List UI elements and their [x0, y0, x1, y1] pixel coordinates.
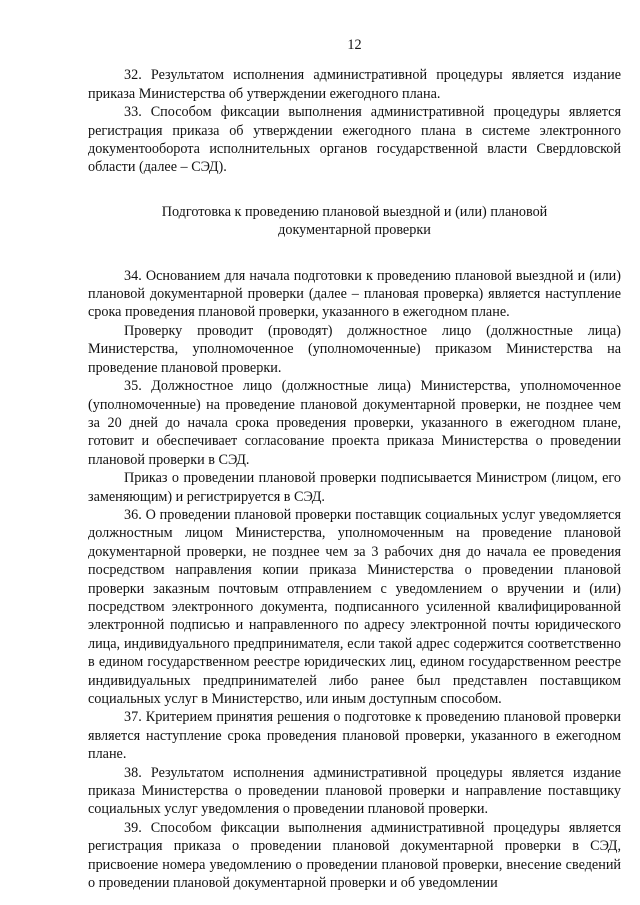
section-heading-line-2: документарной проверки [278, 222, 431, 239]
page-number: 12 [347, 37, 362, 53]
paragraph-36: 36. О проведении плановой проверки поставщик социальных услуг уведомляется должностным лицом Министерства, уполномоченным на проведение плановой документарной проверки, не позднее чем за 3 рабочих дня до начала ее проведения посредством направления копии приказа Министерства о проведении плановой проверки заказным почтовым отправлением с уведомлением о вручении и (или) посредством электронного документа, подписанного усиленной квалифицированной электронной подписью и направленного по адресу электронной почты юридического лица, индивидуального предпринимателя, если такой адрес содержится соответственно в едином государственном реестре юридических лиц, едином государственном реестре индивидуальных предпринимателей либо ранее был представлен поставщиком социальных услуг в Министерство, или иным доступным способом. [88, 506, 621, 707]
section-heading-line-1: Подготовка к проведению плановой выездной и (или) плановой [161, 203, 548, 220]
section-heading [108, 203, 601, 240]
paragraph-32: 32. Результатом исполнения административной процедуры является издание приказа Министерства об утверждении ежегодного плана. [88, 67, 621, 102]
paragraph-35: 35. Должностное лицо (должностные лица) Министерства, уполномоченное (уполномоченные) на проведение плановой документарной проверки, не позднее чем за 20 дней до начала срока проведения проверки, указанного в ежегодном плане, готовит и обеспечивает согласование проекта приказа Министерства о проведении плановой проверки в СЭД. [88, 378, 621, 468]
document-page [88, 36, 621, 892]
paragraph-35-order-signing: Приказ о проведении плановой проверки подписывается Министром (лицом, его заменяющим) и регистрируется в СЭД. [88, 470, 621, 505]
paragraph-34: 34. Основанием для начала подготовки к проведению плановой выездной и (или) плановой документарной проверки (далее – плановая проверка) является наступление срока проведения плановой проверки, указанного в ежегодном плане. [88, 267, 621, 321]
paragraph-33: 33. Способом фиксации выполнения административной процедуры является регистрация приказа об утверждении ежегодного плана в системе электронного документооборота исполнительных органов государственной власти Свердловской области (далее – СЭД). [88, 104, 621, 176]
paragraph-34-inspectors: Проверку проводит (проводят) должностное лицо (должностные лица) Министерства, уполномоченное (уполномоченные) приказом Министерства на проведение плановой проверки. [88, 322, 621, 376]
paragraph-37: 37. Критерием принятия решения о подготовке к проведению плановой проверки является наступление срока проведения плановой проверки, указанного в ежегодном плане. [88, 709, 621, 763]
paragraph-39: 39. Способом фиксации выполнения административной процедуры является регистрация приказа о проведении плановой документарной проверки в СЭД, присвоение номера уведомлению о проведении плановой проверки, внесение сведений о проведении плановой документарной проверки и об уведомлении [88, 819, 621, 892]
paragraph-38: 38. Результатом исполнения административной процедуры является издание приказа Министерства о проведении плановой проверки и направление поставщику социальных услуг уведомления о проведении плановой проверки. [88, 764, 621, 818]
